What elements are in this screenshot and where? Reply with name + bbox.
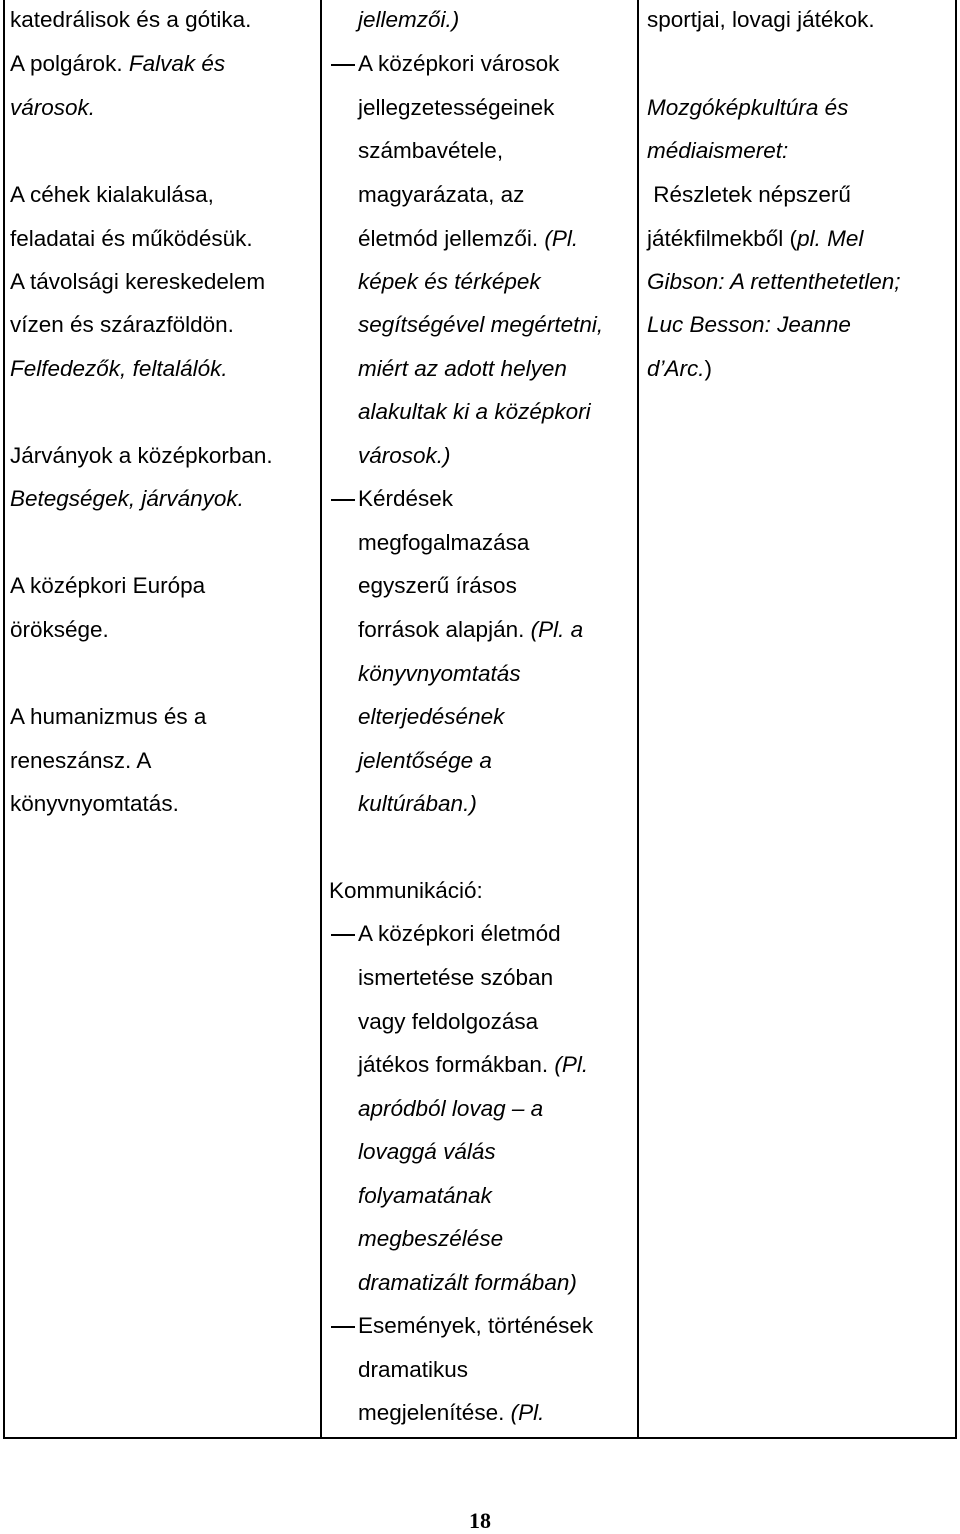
text-line: lovaggá válás: [358, 1139, 496, 1164]
text-line: megjelenítése. (Pl.: [358, 1400, 545, 1425]
dash-bullet: [331, 499, 355, 501]
page-number: 18: [469, 1508, 491, 1533]
text-line: Járványok a középkorban.: [10, 443, 273, 468]
text-line: A középkori Európa: [10, 573, 206, 598]
text-line: Események, történések: [358, 1313, 594, 1338]
text-line: Betegségek, járványok.: [10, 486, 244, 511]
text-line: játékfilmekből (pl. Mel: [647, 226, 864, 251]
text-line: vagy feldolgozása: [358, 1009, 539, 1034]
text-line: elterjedésének: [358, 704, 505, 729]
text-line: A középkori városok: [358, 51, 560, 76]
text-line: életmód jellemzői. (Pl.: [358, 226, 579, 251]
text-line: segítségével megértetni,: [358, 312, 604, 337]
text-line: kultúrában.): [358, 791, 477, 816]
text-line: megfogalmazása: [358, 530, 530, 555]
column-divider-1: [320, 0, 322, 1439]
text-line: könyvnyomtatás: [358, 661, 521, 686]
text-line: médiaismeret:: [647, 138, 789, 163]
text-line: folyamatának: [358, 1183, 492, 1208]
text-line: Felfedezők, feltalálók.: [10, 356, 228, 381]
section-heading: Kommunikáció:: [329, 878, 483, 903]
text-line: katedrálisok és a gótika.: [10, 7, 252, 32]
text-line: Luc Besson: Jeanne: [647, 312, 851, 337]
text-line: jelentősége a: [358, 748, 492, 773]
dash-bullet: [331, 64, 355, 66]
text-line: könyvnyomtatás.: [10, 791, 179, 816]
text-line: jellegzetességeinek: [358, 95, 555, 120]
text-line: jellemzői.): [358, 7, 460, 32]
text-line: alakultak ki a középkori: [358, 399, 591, 424]
text-line: Részletek népszerű: [647, 182, 851, 207]
text-line: A polgárok. Falvak és: [10, 51, 226, 76]
text-line: források alapján. (Pl. a: [358, 617, 584, 642]
text-line: megbeszélése: [358, 1226, 504, 1251]
text-line: Kérdések: [358, 486, 454, 511]
text-line: dramatizált formában): [358, 1270, 577, 1295]
text-line: A céhek kialakulása,: [10, 182, 214, 207]
text-line: öröksége.: [10, 617, 109, 642]
column-divider-2: [637, 0, 639, 1439]
text-line: egyszerű írásos: [358, 573, 517, 598]
text-line: vízen és szárazföldön.: [10, 312, 234, 337]
text-line: dramatikus: [358, 1357, 469, 1382]
dash-bullet: [331, 1326, 355, 1328]
text-line: képek és térképek: [358, 269, 541, 294]
text-line: A középkori életmód: [358, 921, 561, 946]
text-line: apródból lovag – a: [358, 1096, 544, 1121]
text-line: reneszánsz. A: [10, 748, 152, 773]
text-line: városok.): [358, 443, 451, 468]
text-line: miért az adott helyen: [358, 356, 567, 381]
text-line: A távolsági kereskedelem: [10, 269, 266, 294]
text-line: ismertetése szóban: [358, 965, 554, 990]
text-line: Mozgóképkultúra és: [647, 95, 849, 120]
dash-bullet: [331, 934, 355, 936]
text-line: városok.: [10, 95, 96, 120]
text-line: A humanizmus és a: [10, 704, 207, 729]
text-line: Gibson: A rettenthetetlen;: [647, 269, 901, 294]
text-line: játékos formákban. (Pl.: [358, 1052, 589, 1077]
text-line: magyarázata, az: [358, 182, 525, 207]
text-line: d’Arc.): [647, 356, 713, 381]
text-line: sportjai, lovagi játékok.: [647, 7, 875, 32]
text-line: számbavétele,: [358, 138, 504, 163]
text-line: feladatai és működésük.: [10, 226, 253, 251]
